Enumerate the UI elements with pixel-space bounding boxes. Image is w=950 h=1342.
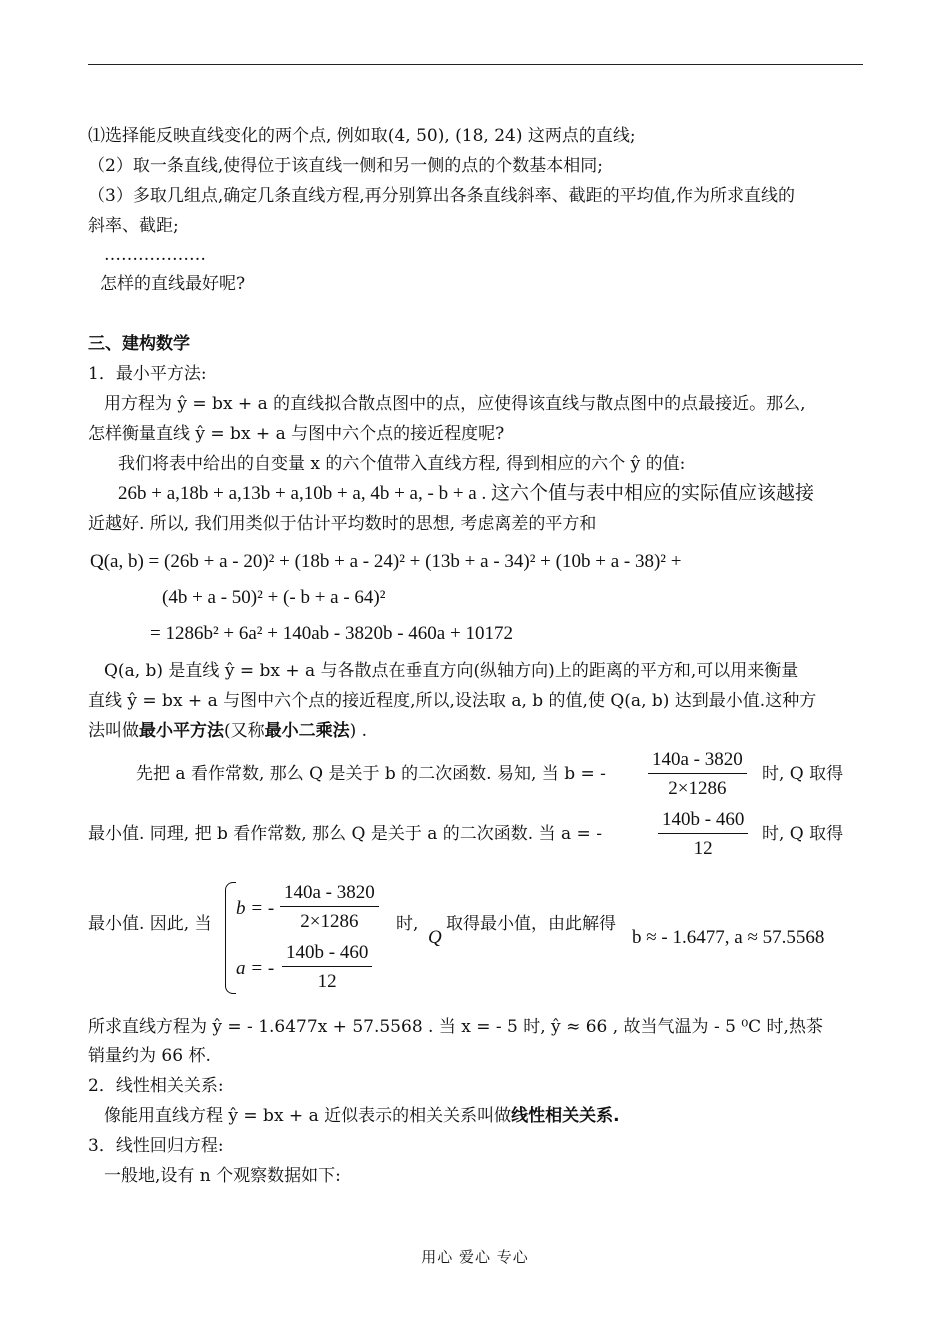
fraction-numerator: 140b - 460 [282,942,372,967]
system-eq-a: a = - [236,958,275,979]
subsection-title: 3．线性回归方程: [88,1136,224,1156]
text-fragment: ) . [349,721,368,741]
section-heading: 三、建构数学 [88,334,190,354]
text-line: 最小值. 同理, 把 b 看作常数, 那么 Q 是关于 a 的二次函数. 当 a = - [88,824,602,844]
text-line: ⑴选择能反映直线变化的两个点, 例如取(4, 50), (18, 24) 这两点的直线; [88,126,636,146]
text-line: 时, [396,914,419,934]
header-rule [88,64,863,65]
text-fragment: 像能用直线方程 ŷ = bx + a 近似表示的相关关系叫做 [104,1106,512,1126]
ellipsis-line: ……………… [104,245,206,265]
text-line: 时, Q 取得 [762,764,844,784]
solution-values: b ≈ - 1.6477, a ≈ 57.5568 [632,927,825,948]
equation-line-1: Q(a, b) = (26b + a - 20)² + (18b + a - 24)² + (13b + a - 34)² + (10b + a - 38)² + [90,551,682,572]
fraction-denominator: 12 [317,971,337,992]
text-line: 怎样衡量直线 ŷ = bx + a 与图中六个点的接近程度呢? [88,424,505,444]
term-linear-correlation: 线性相关关系. [511,1106,620,1126]
page-footer: 用心 爱心 专心 [421,1248,529,1266]
text-fragment: (又称 [224,721,265,741]
text-line [104,1104,620,1128]
text-line: 销量约为 66 杯. [88,1046,211,1066]
system-fraction-a [282,942,372,993]
text-line: 先把 a 看作常数, 那么 Q 是关于 b 的二次函数. 易知, 当 b = - [136,764,606,784]
subsection-title: 2．线性相关关系: [88,1076,224,1096]
fraction-denominator: 2×1286 [300,911,359,932]
subsection-title: 1．最小平方法: [88,364,207,384]
text-line: （3）多取几组点,确定几条直线方程,再分别算出各条直线斜率、截距的平均值,作为所求直线的 [88,186,796,206]
system-eq-b: b = - [236,898,275,919]
text-line: 用方程为 ŷ = bx + a 的直线拟合散点图中的点，应使得该直线与散点图中的点最接近。那么, [104,394,806,414]
text-line: 一般地,设有 n 个观察数据如下: [104,1166,341,1186]
fraction-b [648,749,747,800]
text-line: （2）取一条直线,使得位于该直线一侧和另一侧的点的个数基本相同; [88,156,603,176]
fraction-numerator: 140a - 3820 [648,749,747,774]
text-line: 直线 ŷ = bx + a 与图中六个点的接近程度,所以,设法取 a, b 的值,使 Q(a, b) 达到最小值.这种方 [88,691,817,711]
symbol-q: Q [428,927,442,948]
text-line: 所求直线方程为 ŷ = - 1.6477x + 57.5568 . 当 x = - 5 时, ŷ ≈ 66 , 故当气温为 - 5 ⁰C 时,热茶 [88,1017,823,1037]
equation-line-2: (4b + a - 50)² + (- b + a - 64)² [162,587,386,608]
text-line: Q(a, b) 是直线 ŷ = bx + a 与各散点在垂直方向(纵轴方向)上的距离的平方和,可以用来衡量 [104,661,799,681]
text-line: 我们将表中给出的自变量 x 的六个值带入直线方程, 得到相应的六个 ŷ 的值: [118,454,686,474]
text-line: 时, Q 取得 [762,824,844,844]
text-fragment: 法叫做 [88,721,139,741]
text-line: 26b + a,18b + a,13b + a,10b + a, 4b + a, - b + a . 这六个值与表中相应的实际值应该越接 [118,483,814,504]
text-line: 取得最小值，由此解得 [446,914,616,934]
text-line: 斜率、截距; [88,216,179,236]
fraction-numerator: 140b - 460 [658,809,748,834]
term-least-squares: 最小平方法 [139,721,224,741]
fraction-denominator: 2×1286 [668,778,727,799]
fraction-denominator: 12 [693,838,713,859]
text-line: 最小值. 因此, 当 [88,914,212,934]
system-brace [225,882,236,994]
text-line: 近越好. 所以, 我们用类似于估计平均数时的思想, 考虑离差的平方和 [88,514,597,534]
term-least-squares-alt: 最小二乘法 [264,721,350,741]
fraction-numerator: 140a - 3820 [280,882,379,907]
text-line [88,719,367,743]
equation-line-3: = 1286b² + 6a² + 140ab - 3820b - 460a + 10172 [150,623,513,644]
text-line: 怎样的直线最好呢? [100,274,246,294]
system-fraction-b [280,882,379,933]
fraction-a [658,809,748,860]
